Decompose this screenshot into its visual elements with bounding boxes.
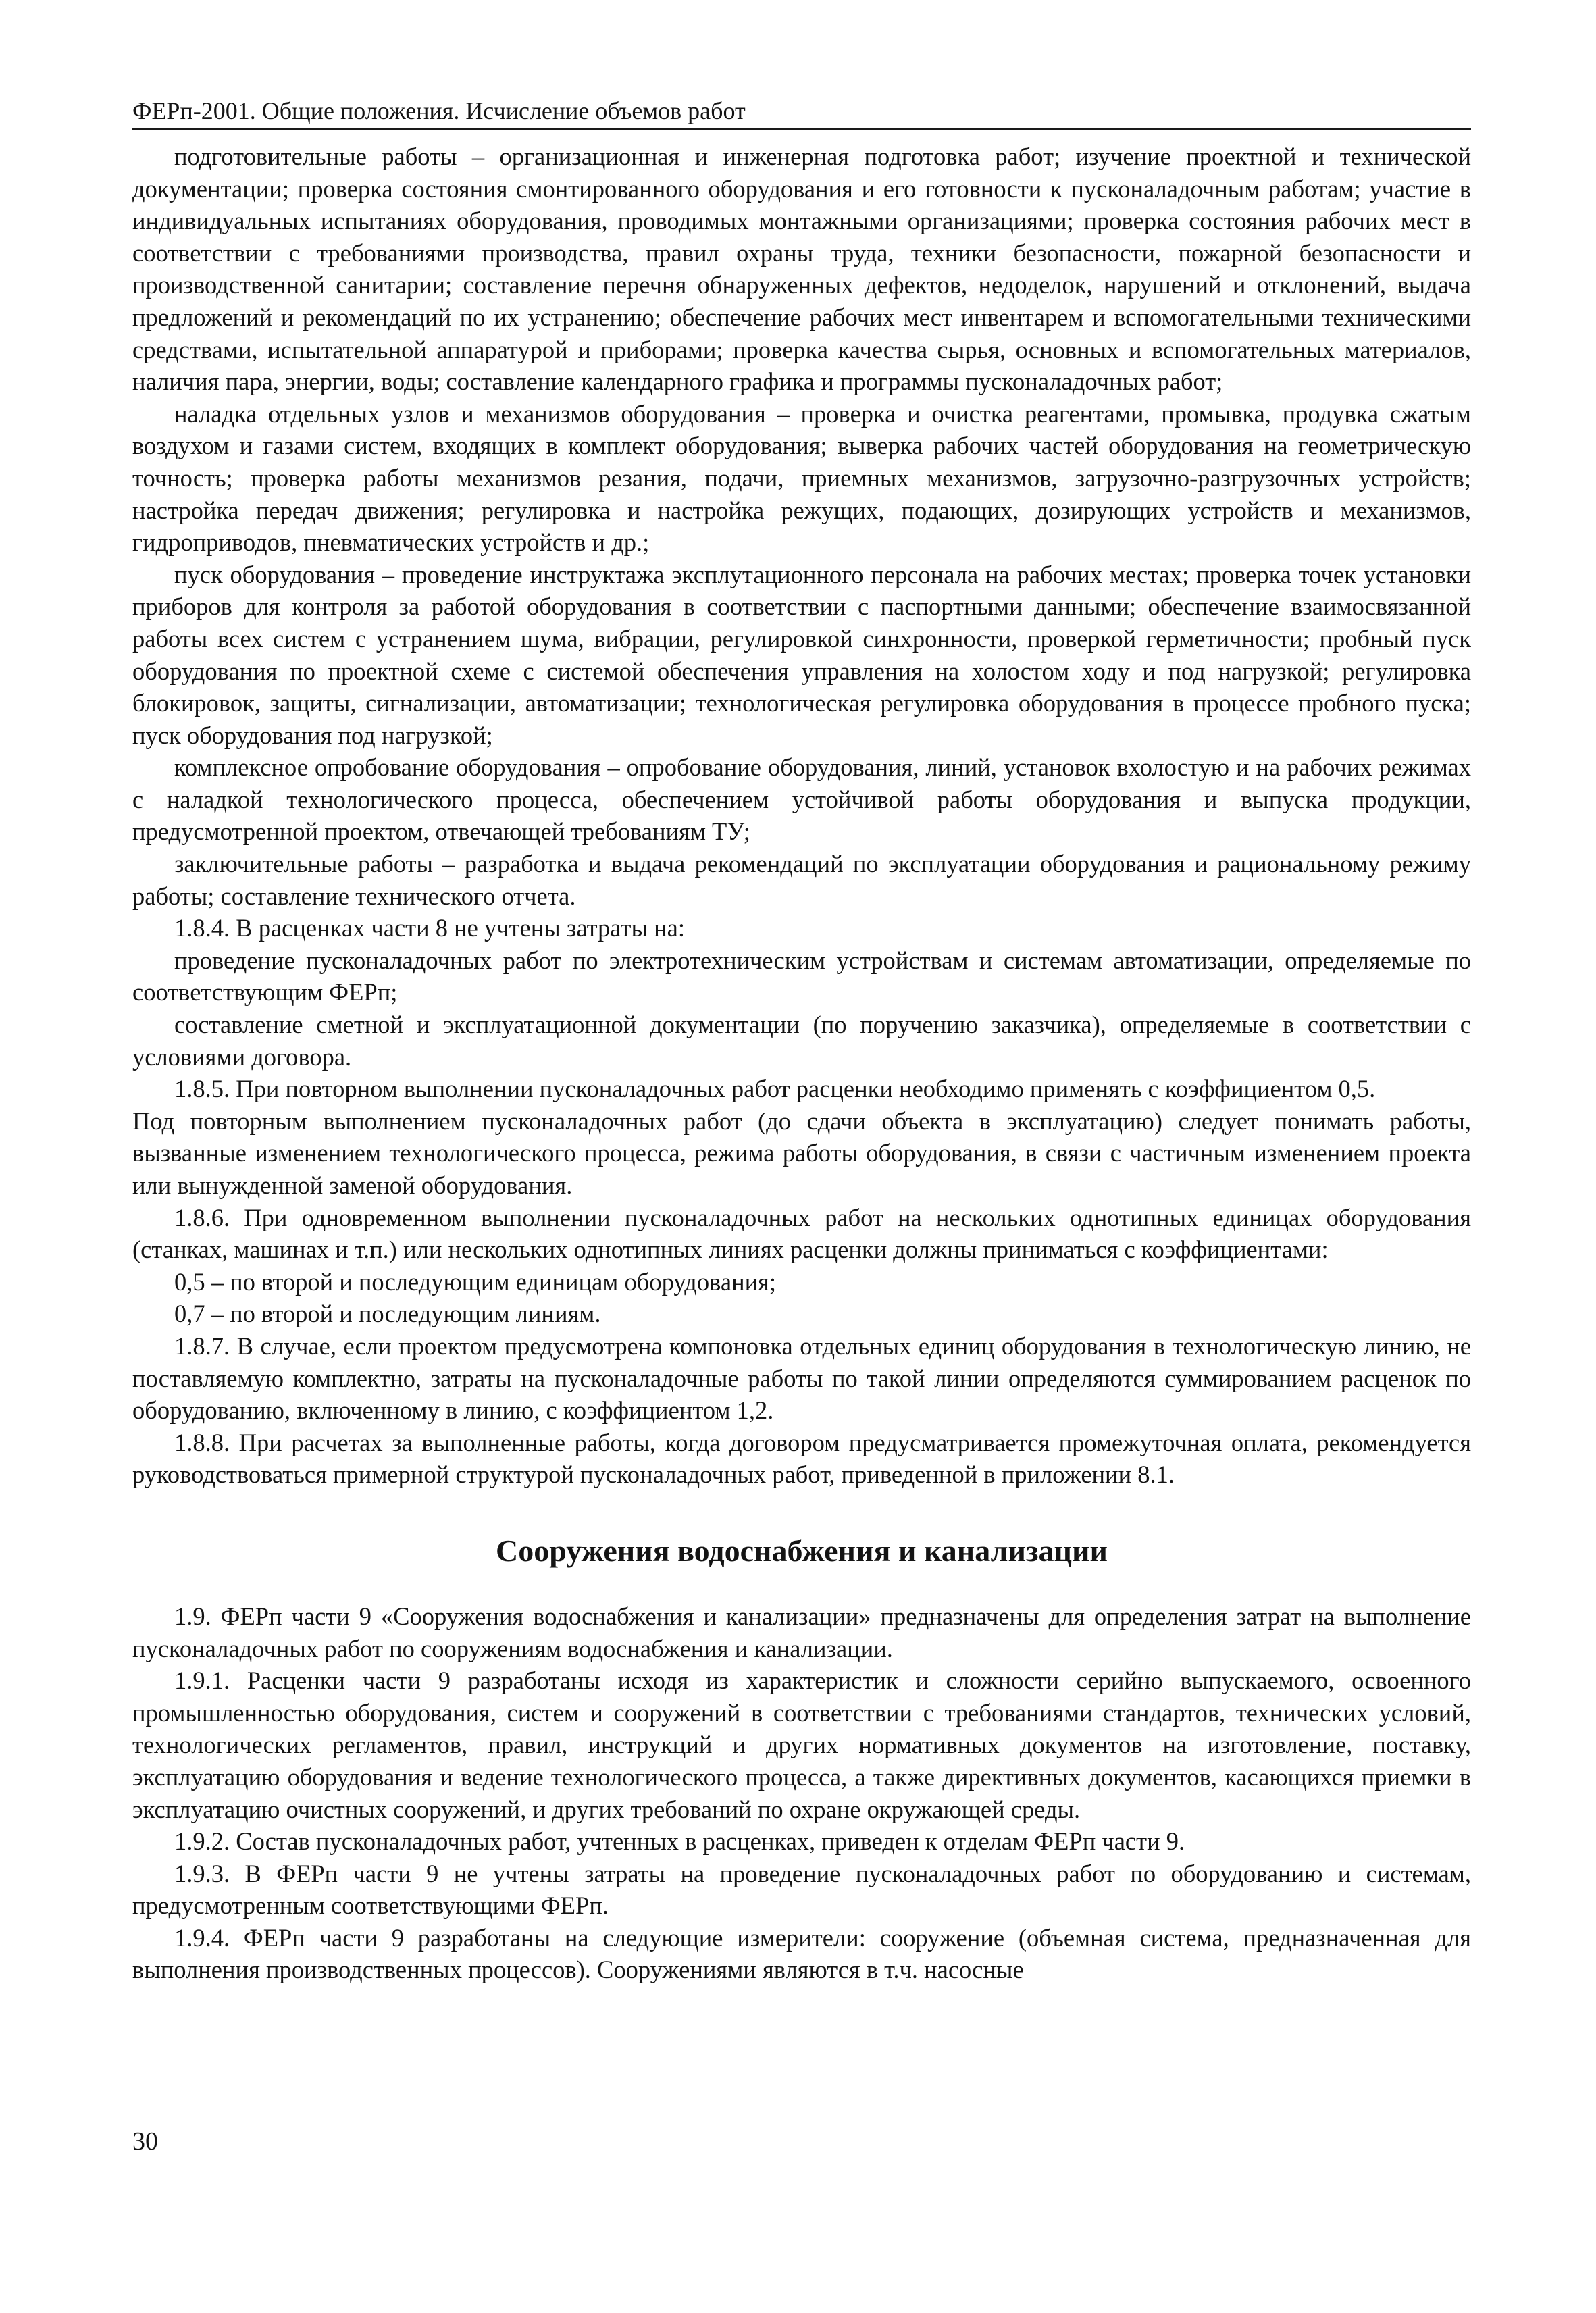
running-header: ФЕРп-2001. Общие положения. Исчисление объемов работ	[132, 96, 1471, 130]
paragraph-coefficient-lines: 0,7 – по второй и последующим линиям.	[174, 1300, 601, 1328]
paragraph-1-9-4: 1.9.4. ФЕРп части 9 разработаны на следующие измерители: сооружение (объемная система, предназначенная для выполнения производственных процессов). Сооружениями являются в т.ч. насосные	[132, 1923, 1471, 1984]
paragraph-final-works: заключительные работы – разработка и выдача рекомендаций по эксплуатации оборудования и рациональному режиму работы; составление технического отчета.	[132, 850, 1471, 910]
paragraph-preparatory-works: подготовительные работы – организационная и инженерная подготовка работ; изучение проектной и технической документации; проверка состояния смонтированного оборудования и его готовности к пусконаладочным работам; участие в индивидуальных испытаниях оборудования, проводимых монтажными организациями; проверка состояния рабочих мест в соответствии с требованиями производства, правил охраны труда, техники безопасности, пожарной безопасности и производственной санитарии; составление перечня обнаруженных дефектов, недоделок, нарушений и отклонений, выдача предложений и рекомендаций по их устранению; обеспечение рабочих мест инвентарем и вспомогательными техническими средствами, испытательной аппаратурой и приборами; проверка качества сырья, основных и вспомогательных материалов, наличия пара, энергии, воды; составление календарного графика и программы пусконаладочных работ;	[132, 143, 1471, 396]
paragraph-1-8-7: 1.8.7. В случае, если проектом предусмотрена компоновка отдельных единиц оборудования в технологическую линию, не поставляемую комплектно, затраты на пусконаладочные работы по такой линии определяются суммированием расценок по оборудованию, включенному в линию, с коэффициентом 1,2.	[132, 1331, 1471, 1425]
paragraph-coefficient-units: 0,5 – по второй и последующим единицам оборудования;	[174, 1267, 777, 1296]
paragraph-repeat-definition: Под повторным выполнением пусконаладочных работ (до сдачи объекта в эксплуатацию) следует понимать работы, вызванные изменением технологического процесса, режима работы оборудования, в связи с частичным изменением проекта или вынужденной заменой оборудования.	[132, 1107, 1471, 1199]
paragraph-1-8-6: 1.8.6. При одновременном выполнении пусконаладочных работ на нескольких однотипных единицах оборудования (станках, машинах и т.п.) или нескольких однотипных линиях расценки должны приниматься с коэффициентами:	[132, 1203, 1471, 1264]
paragraph-electrical-exclusion: проведение пусконаладочных работ по электротехническим устройствам и системам автоматизации, определяемые по соответствующим ФЕРп;	[132, 946, 1471, 1007]
body-text	[132, 141, 1471, 1986]
paragraph-1-8-8: 1.8.8. При расчетах за выполненные работы, когда договором предусматривается промежуточная оплата, рекомендуется руководствоваться примерной структурой пусконаладочных работ, приведенной в приложении 8.1.	[132, 1428, 1471, 1489]
paragraph-1-8-4: 1.8.4. В расценках части 8 не учтены затраты на:	[174, 914, 685, 942]
paragraph-1-9: 1.9. ФЕРп части 9 «Сооружения водоснабжения и канализации» предназначены для определения затрат на выполнение пусконаладочных работ по сооружениям водоснабжения и канализации.	[132, 1602, 1471, 1662]
paragraph-1-9-2: 1.9.2. Состав пусконаладочных работ, учтенных в расценках, приведен к отделам ФЕРп части 9.	[174, 1827, 1185, 1856]
page-number: 30	[132, 2127, 158, 2156]
paragraph-equipment-start: пуск оборудования – проведение инструктажа эксплутационного персонала на рабочих местах; проверка точек установки приборов для контроля за работой оборудования в соответствии с паспортными данными; обеспечение взаимосвязанной работы всех систем с устранением шума, вибрации, регулировкой синхронности, проверкой герметичности; пробный пуск оборудования по проектной схеме с системой обеспечения управления на холостом ходу и под нагрузкой; регулировка блокировок, защиты, сигнализации, автоматизации; технологическая регулировка оборудования в процессе пробного пуска; пуск оборудования под нагрузкой;	[132, 560, 1471, 749]
paragraph-1-9-1: 1.9.1. Расценки части 9 разработаны исходя из характеристик и сложности серийно выпускаемого, освоенного промышленностью оборудования, систем и сооружений в соответствии с требованиями стандартов, технических условий, технологических регламентов, правил, инструкций и других нормативных документов на изготовление, поставку, эксплуатацию оборудования и ведение технологического процесса, а также директивных документов, касающихся приемки в эксплуатацию очистных сооружений, и других требований по охране окружающей среды.	[132, 1667, 1471, 1823]
paragraph-documentation-exclusion: составление сметной и эксплуатационной документации (по поручению заказчика), определяемые в соответствии с условиями договора.	[132, 1011, 1471, 1071]
section-heading: Сооружения водоснабжения и канализации	[496, 1533, 1108, 1568]
paragraph-complex-testing: комплексное опробование оборудования – опробование оборудования, линий, установок вхолостую и на рабочих режимах с наладкой технологического процесса, обеспечением устойчивой работы оборудования и выпуска продукции, предусмотренной проектом, отвечающей требованиям ТУ;	[132, 753, 1471, 846]
paragraph-1-8-5: 1.8.5. При повторном выполнении пусконаладочных работ расценки необходимо применять с коэффициентом 0,5.	[174, 1075, 1376, 1103]
paragraph-adjustment: наладка отдельных узлов и механизмов оборудования – проверка и очистка реагентами, промывка, продувка сжатым воздухом и газами систем, входящих в комплект оборудования; выверка рабочих частей оборудования на геометрическую точность; проверка работы механизмов резания, подачи, приемных механизмов, загрузочно-разгрузочных устройств; настройка передач движения; регулировка и настройка режущих, подающих, дозирующих устройств и механизмов, гидроприводов, пневматических устройств и др.;	[132, 399, 1471, 557]
paragraph-1-9-3: 1.9.3. В ФЕРп части 9 не учтены затраты на проведение пусконаладочных работ по оборудованию и системам, предусмотренным соответствующими ФЕРп.	[132, 1859, 1471, 1920]
